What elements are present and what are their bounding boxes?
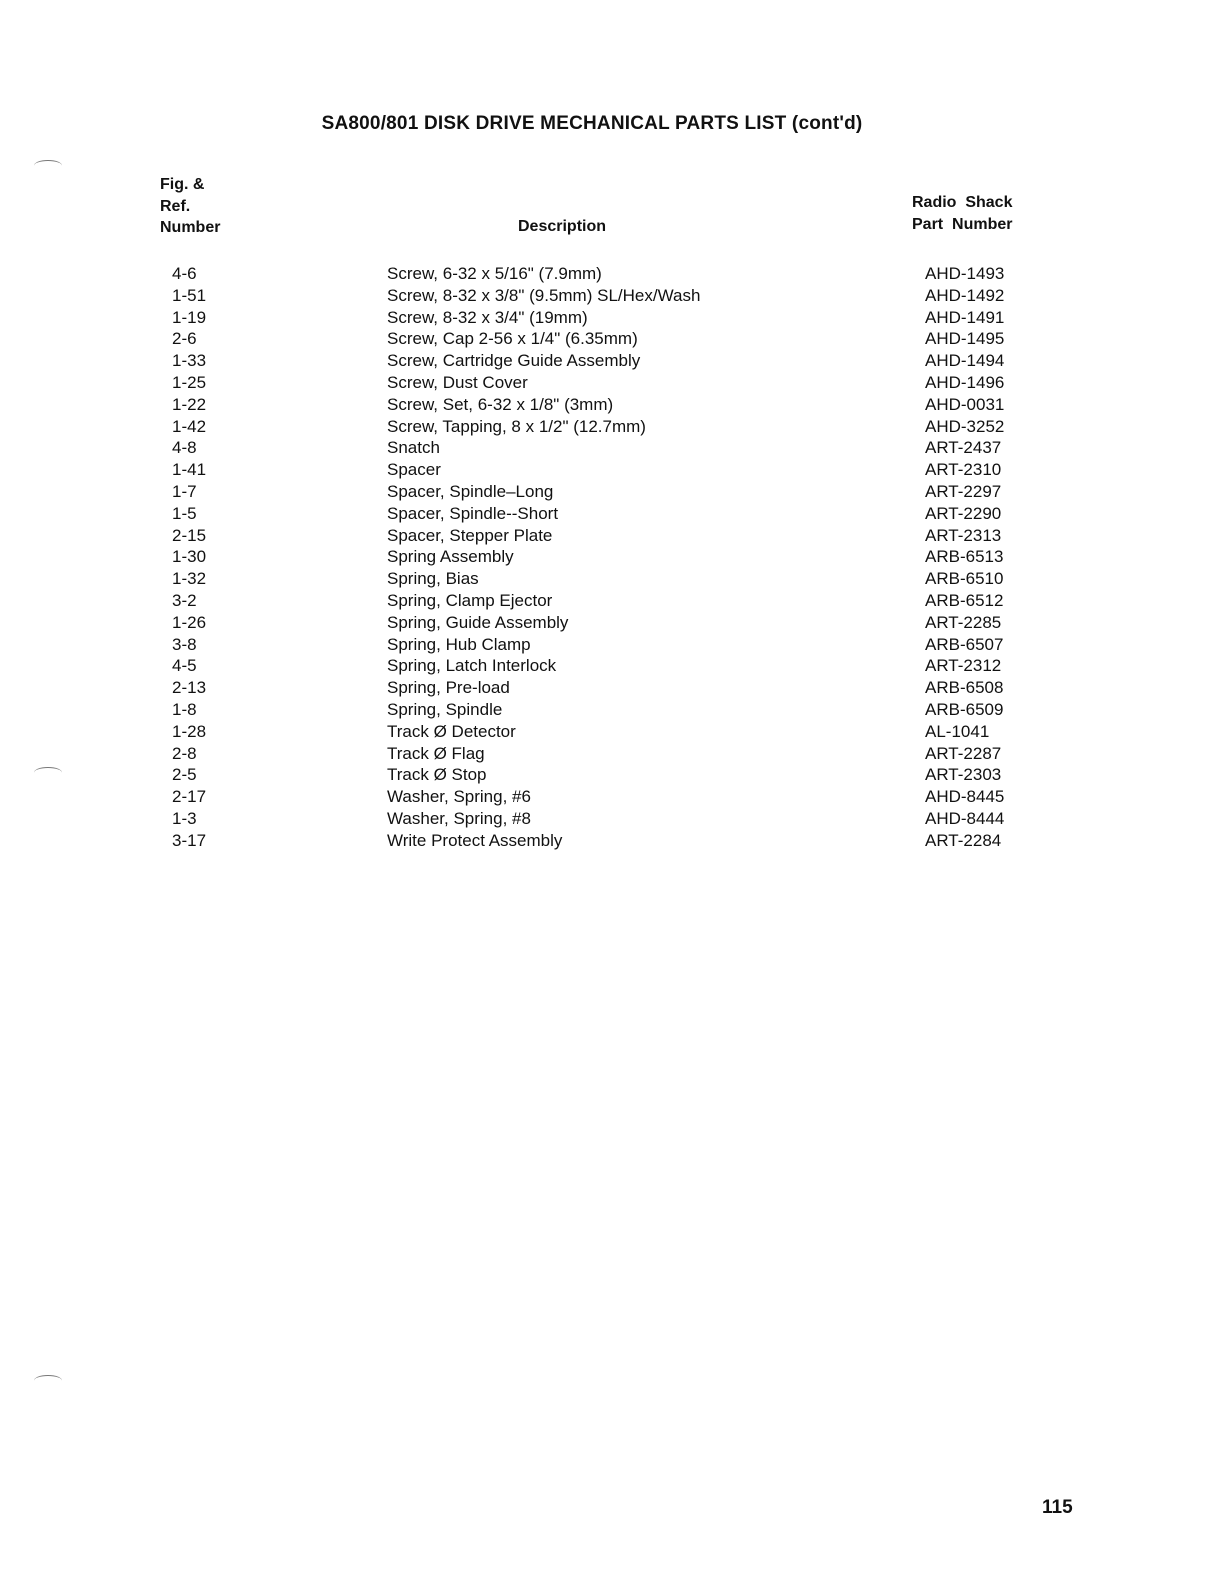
- part-number-cell: ART-2437: [925, 438, 1002, 458]
- part-number-cell: AHD-1492: [925, 285, 1005, 305]
- table-row: [0, 612, 1224, 634]
- description-cell: Spring, Bias: [387, 569, 479, 589]
- part-number-cell: AHD-1496: [925, 372, 1005, 392]
- description-cell: Spacer, Stepper Plate: [387, 525, 553, 545]
- ref-cell: 4-6: [172, 264, 197, 283]
- description-cell: Track Ø Stop: [387, 765, 487, 785]
- description-cell: Track Ø Flag: [387, 743, 485, 763]
- table-row: [0, 808, 1224, 830]
- description-cell: Write Protect Assembly: [387, 830, 563, 850]
- part-number-cell: ARB-6507: [925, 634, 1004, 654]
- header-description: Description: [518, 218, 607, 235]
- ref-cell: 1-32: [172, 569, 207, 589]
- description-cell: Screw, 6-32 x 5/16" (7.9mm): [387, 264, 602, 283]
- ref-cell: 1-7: [172, 481, 197, 501]
- ref-cell: 1-3: [172, 808, 197, 828]
- table-row: [0, 263, 1224, 285]
- part-number-cell: ARB-6512: [925, 590, 1004, 610]
- part-number-cell: AHD-1494: [925, 351, 1005, 371]
- table-row: [0, 743, 1224, 765]
- table-row: [0, 285, 1224, 307]
- ref-cell: 1-28: [172, 721, 207, 741]
- description-cell: Track Ø Detector: [387, 721, 516, 741]
- binder-hole-mark: [34, 160, 62, 171]
- part-number-cell: ART-2285: [925, 612, 1002, 632]
- ref-cell: 2-13: [172, 678, 207, 698]
- table-row: [0, 634, 1224, 656]
- part-number-cell: AHD-1495: [925, 329, 1005, 349]
- description-cell: Washer, Spring, #6: [387, 787, 531, 807]
- ref-cell: 4-5: [172, 656, 197, 676]
- table-row: [0, 394, 1224, 416]
- part-number-cell: AHD-1491: [925, 307, 1005, 327]
- table-row: [0, 546, 1224, 568]
- part-number-cell: ARB-6510: [925, 569, 1004, 589]
- description-cell: Screw, Cartridge Guide Assembly: [387, 351, 641, 371]
- description-cell: Spring, Latch Interlock: [387, 656, 557, 676]
- description-cell: Screw, Set, 6-32 x 1/8" (3mm): [387, 394, 614, 414]
- description-cell: Snatch: [387, 438, 440, 458]
- binder-hole-mark: [34, 1375, 62, 1386]
- part-number-cell: ARB-6509: [925, 699, 1004, 719]
- description-cell: Spring, Spindle: [387, 699, 503, 719]
- ref-cell: 2-8: [172, 743, 197, 763]
- description-cell: Spacer: [387, 460, 441, 480]
- table-row: [0, 307, 1224, 329]
- description-cell: Screw, 8-32 x 3/4" (19mm): [387, 307, 588, 327]
- part-number-cell: ARB-6508: [925, 678, 1004, 698]
- table-row: [0, 830, 1224, 852]
- ref-cell: 2-6: [172, 329, 197, 349]
- description-cell: Spacer, Spindle--Short: [387, 503, 559, 523]
- table-row: [0, 350, 1224, 372]
- part-number-cell: AHD-8445: [925, 787, 1005, 807]
- ref-cell: 2-5: [172, 765, 197, 785]
- ref-cell: 1-22: [172, 394, 207, 414]
- ref-cell: 1-5: [172, 503, 197, 523]
- table-row: [0, 503, 1224, 525]
- part-number-cell: AHD-1493: [925, 264, 1005, 283]
- ref-cell: 1-51: [172, 285, 207, 305]
- part-number-cell: AL-1041: [925, 721, 990, 741]
- ref-cell: 1-30: [172, 547, 207, 567]
- table-row: [0, 721, 1224, 743]
- ref-cell: 3-17: [172, 830, 207, 850]
- ref-cell: 1-8: [172, 699, 197, 719]
- ref-cell: 1-42: [172, 416, 207, 436]
- part-number-cell: ART-2287: [925, 743, 1002, 763]
- part-number-cell: ART-2290: [925, 503, 1002, 523]
- page-number: 115: [1042, 1497, 1073, 1518]
- header-part-number: Radio Shack Part Number: [912, 194, 1013, 233]
- part-number-cell: AHD-8444: [925, 808, 1005, 828]
- header-ref-number: Fig. & Ref. Number: [160, 176, 221, 236]
- ref-cell: 1-33: [172, 351, 207, 371]
- table-row: [0, 481, 1224, 503]
- ref-cell: 1-19: [172, 307, 207, 327]
- description-cell: Spring, Pre-load: [387, 678, 510, 698]
- part-number-cell: ART-2303: [925, 765, 1002, 785]
- table-row: [0, 459, 1224, 481]
- table-row: [0, 372, 1224, 394]
- ref-cell: 1-26: [172, 612, 207, 632]
- description-cell: Spring, Hub Clamp: [387, 634, 531, 654]
- part-number-cell: AHD-0031: [925, 394, 1005, 414]
- page-title: SA800/801 DISK DRIVE MECHANICAL PARTS LIST (cont'd): [321, 113, 863, 134]
- table-row: [0, 328, 1224, 350]
- table-row: [0, 525, 1224, 547]
- part-number-cell: ART-2310: [925, 460, 1002, 480]
- description-cell: Washer, Spring, #8: [387, 808, 531, 828]
- table-row: [0, 677, 1224, 699]
- part-number-cell: ART-2312: [925, 656, 1002, 676]
- part-number-cell: ART-2284: [925, 830, 1002, 850]
- part-number-cell: AHD-3252: [925, 416, 1005, 436]
- parts-table: [0, 263, 1224, 852]
- table-row: [0, 764, 1224, 786]
- ref-cell: 3-8: [172, 634, 197, 654]
- ref-cell: 2-15: [172, 525, 207, 545]
- part-number-cell: ART-2313: [925, 525, 1002, 545]
- table-row: [0, 437, 1224, 459]
- table-row: [0, 699, 1224, 721]
- part-number-cell: ARB-6513: [925, 547, 1004, 567]
- description-cell: Spring, Guide Assembly: [387, 612, 569, 632]
- description-cell: Screw, Dust Cover: [387, 372, 528, 392]
- ref-cell: 3-2: [172, 590, 197, 610]
- ref-cell: 4-8: [172, 438, 197, 458]
- ref-cell: 1-41: [172, 460, 207, 480]
- description-cell: Screw, Cap 2-56 x 1/4" (6.35mm): [387, 329, 638, 349]
- table-row: [0, 416, 1224, 438]
- description-cell: Screw, 8-32 x 3/8" (9.5mm) SL/Hex/Wash: [387, 285, 701, 305]
- description-cell: Spring, Clamp Ejector: [387, 590, 553, 610]
- description-cell: Spacer, Spindle–Long: [387, 481, 554, 501]
- table-row: [0, 590, 1224, 612]
- ref-cell: 2-17: [172, 787, 207, 807]
- table-row: [0, 786, 1224, 808]
- ref-cell: 1-25: [172, 372, 207, 392]
- table-row: [0, 655, 1224, 677]
- description-cell: Screw, Tapping, 8 x 1/2" (12.7mm): [387, 416, 646, 436]
- description-cell: Spring Assembly: [387, 547, 514, 567]
- part-number-cell: ART-2297: [925, 481, 1002, 501]
- table-row: [0, 568, 1224, 590]
